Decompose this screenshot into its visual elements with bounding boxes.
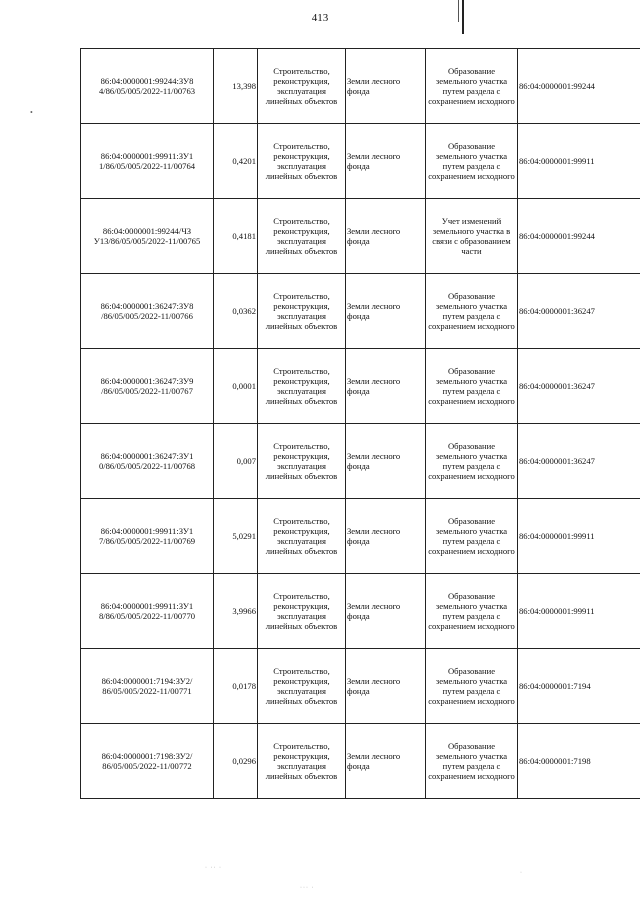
permitted-use-cell: Строительство, реконструкция, эксплуатация линейных объектов [258,199,346,274]
parent-plot-cell: 86:04:0000001:99244 [518,49,640,124]
scan-edge-mark [462,0,464,34]
permitted-use-cell: Строительство, реконструкция, эксплуатация линейных объектов [258,124,346,199]
permitted-use-cell: Строительство, реконструкция, эксплуатация линейных объектов [258,724,346,799]
parent-plot-cell: 86:04:0000001:36247 [518,274,640,349]
area-cell: 0,0178 [214,649,258,724]
cadastral-number-cell: 86:04:0000001:99911:ЗУ1 7/86/05/005/2022-11/00769 [81,499,214,574]
parent-plot-cell: 86:04:0000001:7198 [518,724,640,799]
scan-noise: · [520,870,523,876]
basis-cell: Образование земельного участка путем раздела с сохранением исходного [426,49,518,124]
area-cell: 13,398 [214,49,258,124]
table-row [81,49,640,124]
scan-noise: · ·· · [205,865,222,871]
table-row [81,274,640,349]
land-category-cell: Земли лесного фонда [346,424,426,499]
parent-plot-cell: 86:04:0000001:99244 [518,199,640,274]
area-cell: 0,4181 [214,199,258,274]
basis-cell: Образование земельного участка путем раздела с сохранением исходного [426,124,518,199]
cadastral-number-cell: 86:04:0000001:7198:ЗУ2/ 86/05/005/2022-11/00772 [81,724,214,799]
parent-plot-cell: 86:04:0000001:36247 [518,424,640,499]
scan-noise: ··· · [300,885,315,891]
parent-plot-cell: 86:04:0000001:7194 [518,649,640,724]
land-category-cell: Земли лесного фонда [346,49,426,124]
permitted-use-cell: Строительство, реконструкция, эксплуатация линейных объектов [258,574,346,649]
area-cell: 3,9966 [214,574,258,649]
permitted-use-cell: Строительство, реконструкция, эксплуатация линейных объектов [258,349,346,424]
land-category-cell: Земли лесного фонда [346,649,426,724]
permitted-use-cell: Строительство, реконструкция, эксплуатация линейных объектов [258,499,346,574]
cadastral-number-cell: 86:04:0000001:7194:ЗУ2/ 86/05/005/2022-11/00771 [81,649,214,724]
cadastral-number-cell: 86:04:0000001:36247:ЗУ8 /86/05/005/2022-11/00766 [81,274,214,349]
area-cell: 0,4201 [214,124,258,199]
land-category-cell: Земли лесного фонда [346,499,426,574]
table-body [81,49,640,799]
land-category-cell: Земли лесного фонда [346,724,426,799]
table-row [81,574,640,649]
table-row [81,649,640,724]
parent-plot-cell: 86:04:0000001:36247 [518,349,640,424]
basis-cell: Образование земельного участка путем раздела с сохранением исходного [426,649,518,724]
land-category-cell: Земли лесного фонда [346,574,426,649]
cadastral-number-cell: 86:04:0000001:36247:ЗУ1 0/86/05/005/2022-11/00768 [81,424,214,499]
margin-speck: • [30,108,33,117]
land-category-cell: Земли лесного фонда [346,124,426,199]
table-row [81,124,640,199]
parent-plot-cell: 86:04:0000001:99911 [518,499,640,574]
basis-cell: Образование земельного участка путем раздела с сохранением исходного [426,724,518,799]
area-cell: 0,0362 [214,274,258,349]
basis-cell: Образование земельного участка путем раздела с сохранением исходного [426,574,518,649]
area-cell: 5,0291 [214,499,258,574]
land-category-cell: Земли лесного фонда [346,274,426,349]
area-cell: 0,0296 [214,724,258,799]
page-number: 413 [311,12,329,24]
cadastral-number-cell: 86:04:0000001:36247:ЗУ9 /86/05/005/2022-11/00767 [81,349,214,424]
permitted-use-cell: Строительство, реконструкция, эксплуатация линейных объектов [258,274,346,349]
cadastral-number-cell: 86:04:0000001:99244/ЧЗ У13/86/05/005/2022-11/00765 [81,199,214,274]
table-row [81,424,640,499]
land-category-cell: Земли лесного фонда [346,349,426,424]
table-row [81,199,640,274]
table-row [81,499,640,574]
parent-plot-cell: 86:04:0000001:99911 [518,124,640,199]
table-row [81,724,640,799]
scan-edge-mark [458,0,459,22]
cadastral-number-cell: 86:04:0000001:99911:ЗУ1 1/86/05/005/2022-11/00764 [81,124,214,199]
basis-cell: Образование земельного участка путем раздела с сохранением исходного [426,499,518,574]
permitted-use-cell: Строительство, реконструкция, эксплуатация линейных объектов [258,424,346,499]
permitted-use-cell: Строительство, реконструкция, эксплуатация линейных объектов [258,649,346,724]
cadastral-number-cell: 86:04:0000001:99244:ЗУ8 4/86/05/005/2022-11/00763 [81,49,214,124]
table-row [81,349,640,424]
basis-cell: Образование земельного участка путем раздела с сохранением исходного [426,424,518,499]
permitted-use-cell: Строительство, реконструкция, эксплуатация линейных объектов [258,49,346,124]
basis-cell: Образование земельного участка путем раздела с сохранением исходного [426,274,518,349]
land-category-cell: Земли лесного фонда [346,199,426,274]
area-cell: 0,0001 [214,349,258,424]
parent-plot-cell: 86:04:0000001:99911 [518,574,640,649]
area-cell: 0,007 [214,424,258,499]
basis-cell: Образование земельного участка путем раздела с сохранением исходного [426,349,518,424]
basis-cell: Учет изменений земельного участка в связи с образованием части [426,199,518,274]
land-plots-table [80,48,640,799]
cadastral-number-cell: 86:04:0000001:99911:ЗУ1 8/86/05/005/2022-11/00770 [81,574,214,649]
